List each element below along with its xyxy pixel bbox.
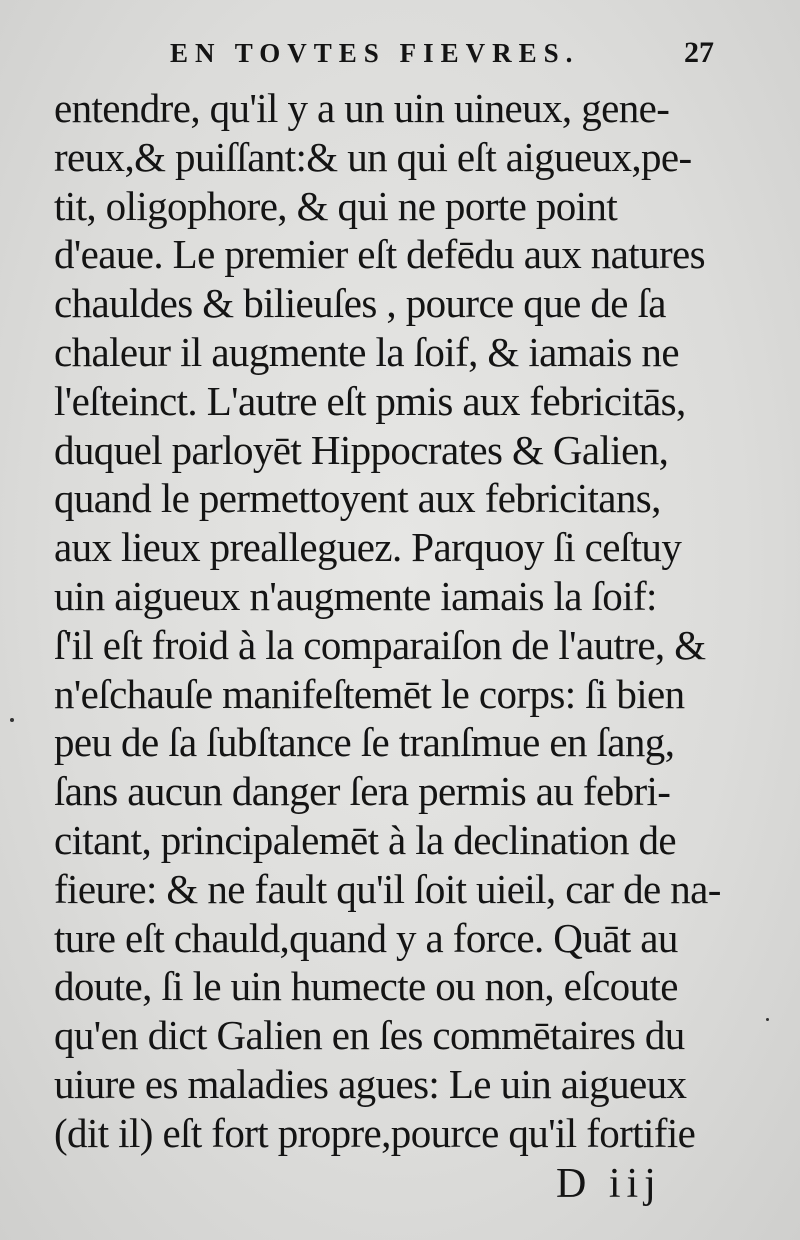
text-line: ſans aucun danger ſera permis au febri- <box>54 768 671 815</box>
ink-speck <box>10 718 14 722</box>
running-title: EN TOVTES FIEVRES. <box>170 38 580 68</box>
text-line: citant, principalemēt à la declination de <box>54 816 677 863</box>
text-line: (dit il) eſt fort propre,pource qu'il fortifie <box>54 1109 696 1156</box>
text-line: ſ'il eſt froid à la comparaiſon de l'autre, & <box>54 621 706 668</box>
text-line: fieure: & ne fault qu'il ſoit uieil, car de na- <box>54 865 721 912</box>
text-line: n'eſchauſe manifeſtemēt le corps: ſi bien <box>54 670 685 717</box>
text-line: ture eſt chauld,quand y a force. Quāt au <box>54 914 678 961</box>
text-line: entendre, qu'il y a un uin uineux, gene- <box>54 85 670 131</box>
text-line: chaleur il augmente la ſoif, & iamais ne <box>54 328 679 375</box>
text-line: chauldes & bilieuſes , pource que de ſa <box>54 280 666 327</box>
text-line: l'eſteinct. L'autre eſt pmis aux febricitās, <box>54 377 686 424</box>
signature-mark: D iij <box>556 1161 662 1207</box>
text-line: uin aigueux n'augmente iamais la ſoif: <box>54 572 657 619</box>
text-line: d'eaue. Le premier eſt defēdu aux natures <box>54 231 705 278</box>
text-line: reux,& puiſſant:& un qui eſt aigueux,pe- <box>54 133 692 180</box>
page-number: 27 <box>684 36 714 69</box>
text-line: quand le permettoyent aux febricitans, <box>54 475 661 522</box>
body-text <box>54 84 764 1158</box>
text-line: uiure es maladies agues: Le uin aigueux <box>54 1060 687 1107</box>
text-line: doute, ſi le uin humecte ou non, eſcoute <box>54 963 678 1010</box>
text-line: duquel parloyēt Hippocrates & Galien, <box>54 426 669 473</box>
text-line: peu de ſa ſubſtance ſe tranſmue en ſang, <box>54 719 675 766</box>
text-line: aux lieux prealleguez. Parquoy ſi ceſtuy <box>54 524 682 571</box>
text-line: tit, oligophore, & qui ne porte point <box>54 182 618 229</box>
ink-speck <box>766 1018 769 1021</box>
text-line: qu'en dict Galien en ſes commētaires du <box>54 1012 685 1059</box>
